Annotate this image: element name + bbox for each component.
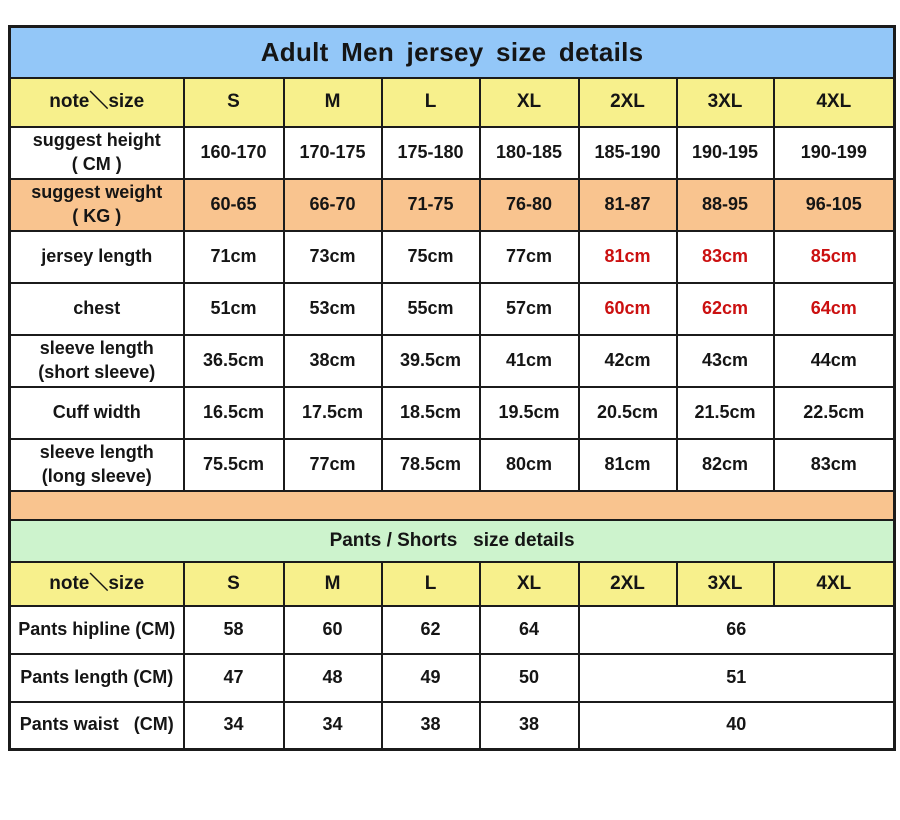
row-label: suggest height ( CM ): [10, 127, 184, 179]
pants-title-row: [10, 520, 895, 562]
value-cell: 170-175: [284, 127, 382, 179]
value-cell: 71-75: [382, 179, 480, 231]
row-label: jersey length: [10, 231, 184, 283]
value-cell: 77cm: [480, 231, 579, 283]
value-cell: 71cm: [184, 231, 284, 283]
table-row: [10, 127, 895, 179]
value-cell: 36.5cm: [184, 335, 284, 387]
size-column-header: 3XL: [677, 562, 774, 606]
size-column-header: M: [284, 78, 382, 127]
pants-rows: [10, 606, 895, 750]
value-cell: 34: [284, 702, 382, 750]
table-row: [10, 387, 895, 439]
value-cell: 48: [284, 654, 382, 702]
size-column-header: XL: [480, 562, 579, 606]
value-cell: 73cm: [284, 231, 382, 283]
value-cell: 76-80: [480, 179, 579, 231]
pants-table-title: Pants / Shorts size details: [10, 520, 895, 562]
size-column-header: M: [284, 562, 382, 606]
size-column-header: 2XL: [579, 562, 677, 606]
size-column-header: 4XL: [774, 562, 895, 606]
value-cell: 88-95: [677, 179, 774, 231]
table-row: [10, 702, 895, 750]
value-cell: 22.5cm: [774, 387, 895, 439]
value-cell: 38cm: [284, 335, 382, 387]
value-cell: 51cm: [184, 283, 284, 335]
value-cell: 53cm: [284, 283, 382, 335]
table-row: [10, 654, 895, 702]
value-cell: 78.5cm: [382, 439, 480, 491]
value-cell: 85cm: [774, 231, 895, 283]
size-column-header: XL: [480, 78, 579, 127]
value-cell: 60-65: [184, 179, 284, 231]
value-cell: 57cm: [480, 283, 579, 335]
table-row: [10, 439, 895, 491]
note-size-corner-label: note＼size: [10, 562, 184, 606]
note-size-corner-label: note＼size: [10, 78, 184, 127]
value-cell: 21.5cm: [677, 387, 774, 439]
value-cell: 43cm: [677, 335, 774, 387]
value-cell: 20.5cm: [579, 387, 677, 439]
value-cell: 82cm: [677, 439, 774, 491]
value-cell: 75cm: [382, 231, 480, 283]
table-row: [10, 283, 895, 335]
value-cell: 64cm: [774, 283, 895, 335]
jersey-table-title: Adult Men jersey size details: [10, 27, 895, 78]
value-cell: 62cm: [677, 283, 774, 335]
pants-size-header-row: [10, 562, 895, 606]
value-cell: 81cm: [579, 231, 677, 283]
value-cell: 41cm: [480, 335, 579, 387]
value-cell: 175-180: [382, 127, 480, 179]
row-label: suggest weight ( KG ): [10, 179, 184, 231]
row-label: sleeve length (long sleeve): [10, 439, 184, 491]
value-cell: 64: [480, 606, 579, 654]
table-row: [10, 179, 895, 231]
value-cell: 50: [480, 654, 579, 702]
value-cell: 42cm: [579, 335, 677, 387]
merged-value-cell: 66: [579, 606, 895, 654]
value-cell: 83cm: [774, 439, 895, 491]
size-column-header: S: [184, 78, 284, 127]
value-cell: 18.5cm: [382, 387, 480, 439]
value-cell: 16.5cm: [184, 387, 284, 439]
merged-value-cell: 40: [579, 702, 895, 750]
size-column-header: 3XL: [677, 78, 774, 127]
value-cell: 19.5cm: [480, 387, 579, 439]
size-column-header: 2XL: [579, 78, 677, 127]
row-label: Pants hipline (CM): [10, 606, 184, 654]
value-cell: 47: [184, 654, 284, 702]
value-cell: 96-105: [774, 179, 895, 231]
value-cell: 81cm: [579, 439, 677, 491]
size-column-header: 4XL: [774, 78, 895, 127]
value-cell: 190-199: [774, 127, 895, 179]
value-cell: 60cm: [579, 283, 677, 335]
jersey-rows: [10, 127, 895, 491]
value-cell: 39.5cm: [382, 335, 480, 387]
value-cell: 81-87: [579, 179, 677, 231]
merged-value-cell: 51: [579, 654, 895, 702]
jersey-title-row: [10, 27, 895, 78]
value-cell: 38: [382, 702, 480, 750]
row-label: chest: [10, 283, 184, 335]
value-cell: 55cm: [382, 283, 480, 335]
row-label: Pants waist (CM): [10, 702, 184, 750]
table-row: [10, 335, 895, 387]
value-cell: 66-70: [284, 179, 382, 231]
row-label: Cuff width: [10, 387, 184, 439]
value-cell: 83cm: [677, 231, 774, 283]
value-cell: 75.5cm: [184, 439, 284, 491]
value-cell: 58: [184, 606, 284, 654]
value-cell: 62: [382, 606, 480, 654]
value-cell: 38: [480, 702, 579, 750]
jersey-size-header-row: [10, 78, 895, 127]
table-row: [10, 231, 895, 283]
size-column-header: L: [382, 78, 480, 127]
value-cell: 17.5cm: [284, 387, 382, 439]
value-cell: 49: [382, 654, 480, 702]
row-label: sleeve length (short sleeve): [10, 335, 184, 387]
value-cell: 80cm: [480, 439, 579, 491]
separator-band: [10, 491, 895, 520]
size-chart-table: [8, 25, 896, 751]
value-cell: 180-185: [480, 127, 579, 179]
size-column-header: S: [184, 562, 284, 606]
value-cell: 60: [284, 606, 382, 654]
separator-row: [10, 491, 895, 520]
value-cell: 44cm: [774, 335, 895, 387]
value-cell: 185-190: [579, 127, 677, 179]
value-cell: 160-170: [184, 127, 284, 179]
value-cell: 77cm: [284, 439, 382, 491]
value-cell: 190-195: [677, 127, 774, 179]
size-column-header: L: [382, 562, 480, 606]
table-row: [10, 606, 895, 654]
value-cell: 34: [184, 702, 284, 750]
row-label: Pants length (CM): [10, 654, 184, 702]
